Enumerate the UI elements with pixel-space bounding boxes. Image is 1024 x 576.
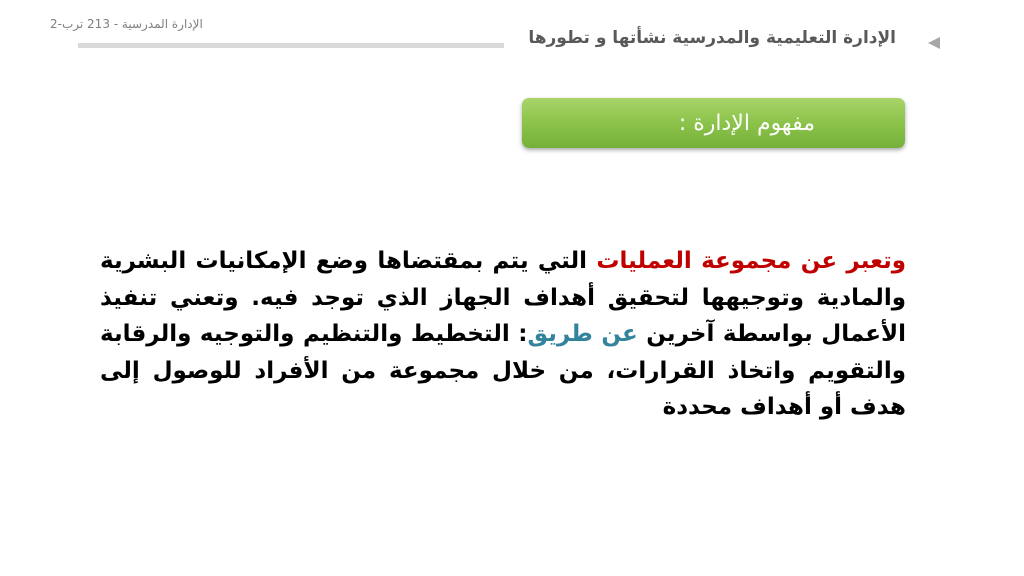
course-code: الإدارة المدرسية - 213 ترب-2: [50, 17, 203, 31]
highlight-red-text: وتعبر عن مجموعة العمليات: [596, 248, 906, 274]
header-divider: [78, 43, 504, 48]
highlight-blue-text: عن طريق: [527, 321, 638, 347]
definition-text-1: التي يتم بمقتضاها وضع الإمكانيات البشرية والمادية وتوجيهها لتحقيق أهداف الجهاز الذي توجد فيه. وتعني تنفيذ الأعمال بواسطة آخرين: [100, 248, 906, 347]
definition-text-2: : التخطيط والتنظيم والتوجيه والرقابة والتقويم واتخاذ القرارات، من خلال مجموعة من الأفراد للوصول إلى هدف أو أهداف محددة: [100, 321, 906, 420]
definition-paragraph: [100, 243, 906, 426]
concept-title-box: [522, 98, 905, 148]
triangle-left-icon: [928, 37, 940, 49]
concept-title: مفهوم الإدارة :: [678, 110, 815, 136]
slide-header-title: الإدارة التعليمية والمدرسية نشأتها و تطورها: [528, 28, 896, 48]
